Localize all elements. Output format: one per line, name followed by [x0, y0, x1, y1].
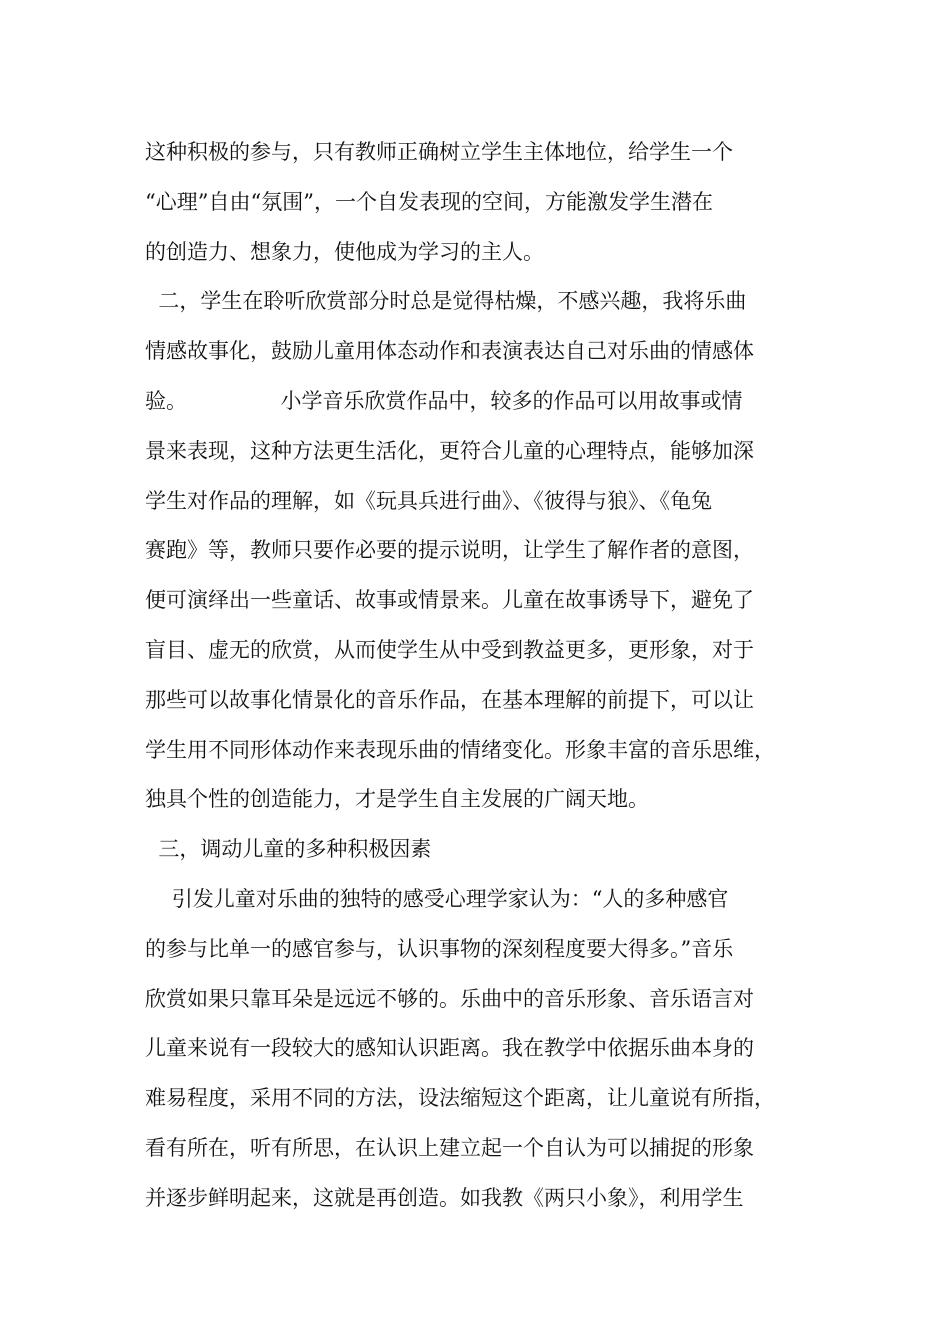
- text-line: 引发儿童对乐曲的独特的感受心理学家认为：“人的多种感官: [145, 886, 729, 911]
- text-line: 学生用不同形体动作来表现乐曲的情绪变化。形象丰富的音乐思维，: [145, 737, 775, 762]
- text-line: 景来表现，这种方法更生活化，更符合儿童的心理特点，能够加深: [145, 438, 754, 463]
- text-line: 看有所在，听有所思，在认识上建立起一个自认为可以捕捉的形象: [145, 1135, 754, 1160]
- text-line: 盲目、虚无的欣赏，从而使学生从中受到教益更多，更形象，对于: [145, 637, 754, 662]
- text-line: 情感故事化，鼓励儿童用体态动作和表演表达自己对乐曲的情感体: [145, 339, 754, 364]
- text-line: 这种积极的参与，只有教师正确树立学生主体地位，给学生一个: [145, 140, 733, 164]
- text-line: 学生对作品的理解，如《玩具兵进行曲》、《彼得与狼》、《龟兔: [145, 488, 712, 513]
- text-line: 独具个性的创造能力，才是学生自主发展的广阔天地。: [145, 787, 649, 812]
- text-line: 验。 小学音乐欣赏作品中，较多的作品可以用故事或情: [145, 388, 743, 413]
- text-line: 儿童来说有一段较大的感知认识距离。我在教学中依据乐曲本身的: [145, 1036, 754, 1061]
- text-line: 便可演绎出一些童话、故事或情景来。儿童在故事诱导下，避免了: [145, 588, 754, 613]
- text-line: 欣赏如果只靠耳朵是远远不够的。乐曲中的音乐形象、音乐语言对: [145, 986, 754, 1011]
- text-line: 赛跑》等，教师只要作必要的提示说明，让学生了解作者的意图，: [145, 538, 754, 563]
- text-line: 三，调动儿童的多种积极因素: [145, 837, 432, 862]
- text-line: 的参与比单一的感官参与，认识事物的深刻程度要大得多。”音乐: [145, 936, 734, 961]
- text-line: 二，学生在聆听欣赏部分时总是觉得枯燥，不感兴趣，我将乐曲: [145, 289, 747, 314]
- body-text: [145, 128, 825, 1224]
- text-line: 并逐步鲜明起来，这就是再创造。如我教《两只小象》，利用学生: [145, 1185, 744, 1210]
- text-line: “心理”自由“氛围”，一个自发表现的空间，方能激发学生潜在: [145, 189, 713, 214]
- text-line: 的创造力、想象力，使他成为学习的主人。: [145, 239, 544, 264]
- text-line: 那些可以故事化情景化的音乐作品，在基本理解的前提下，可以让: [145, 687, 754, 712]
- text-line: 难易程度，采用不同的方法，设法缩短这个距离，让儿童说有所指，: [145, 1086, 775, 1111]
